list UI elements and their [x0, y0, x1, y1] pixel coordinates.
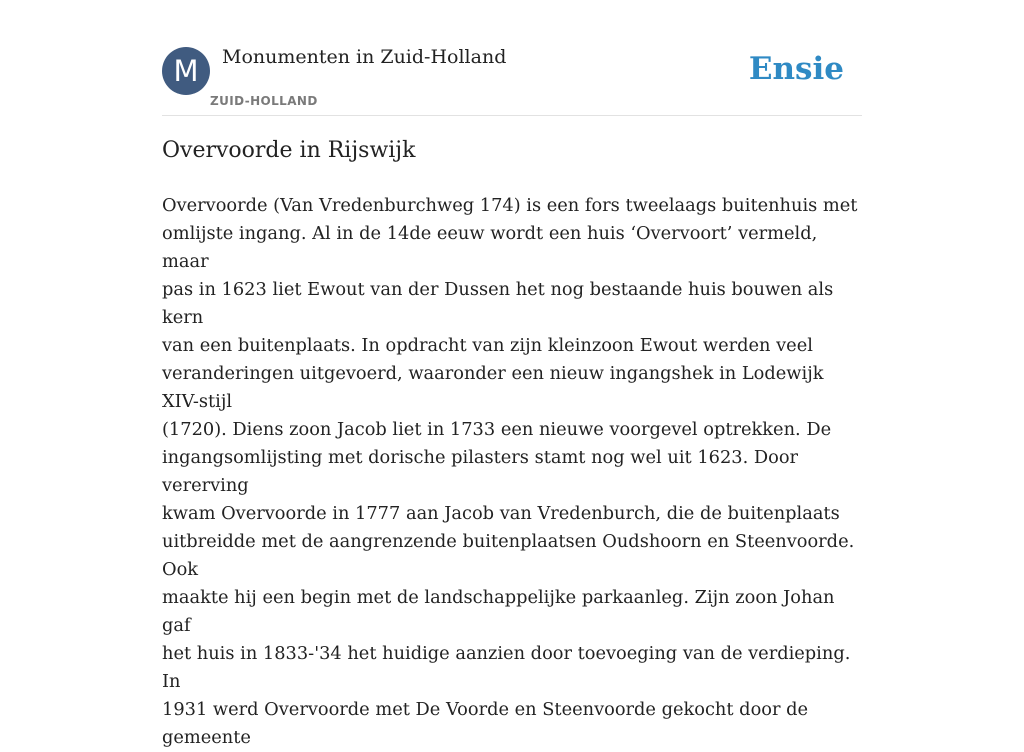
article-body: Overvoorde (Van Vredenburchweg 174) is een fors tweelaags buitenhuis met omlijste ingang. Al in de 14de eeuw wordt een huis ‘Overvoort’ vermeld, maar pas in 1623 liet Ewout van der Dussen het nog bestaande huis bouwen als kern van een buitenplaats. In opdracht van zijn kleinzoon Ewout werden veel veranderingen uitgevoerd, waaronder een nieuw ingangshek in Lodewijk XIV-stijl (1720). Diens zoon Jacob liet in 1733 een nieuwe voorgevel optrekken. De ingangsomlijsting met dorische pilasters stamt nog wel uit 1623. Door vererving kwam Overvoorde in 1777 aan Jacob van Vredenburch, die de buitenplaats uitbreidde met de aangrenzende buitenplaatsen Oudshoorn en Steenvoorde. Ook maakte hij een begin met de landschappelijke parkaanleg. Zijn zoon Johan gaf het huis in 1833-'34 het huidige aanzien door toevoeging van de verdieping. In 1931 werd Overvoorde met De Voorde en Steenvoorde gekocht door de gemeente	[162, 195, 858, 748]
header	[162, 0, 862, 116]
article-title: Overvoorde in Rijswijk	[162, 138, 416, 163]
brand-logo[interactable]: Ensie	[748, 51, 844, 87]
site-title[interactable]: Monumenten in Zuid-Holland	[222, 46, 507, 68]
avatar[interactable]: M	[162, 47, 210, 95]
category-label[interactable]: ZUID-HOLLAND	[210, 94, 318, 108]
page	[162, 0, 862, 748]
